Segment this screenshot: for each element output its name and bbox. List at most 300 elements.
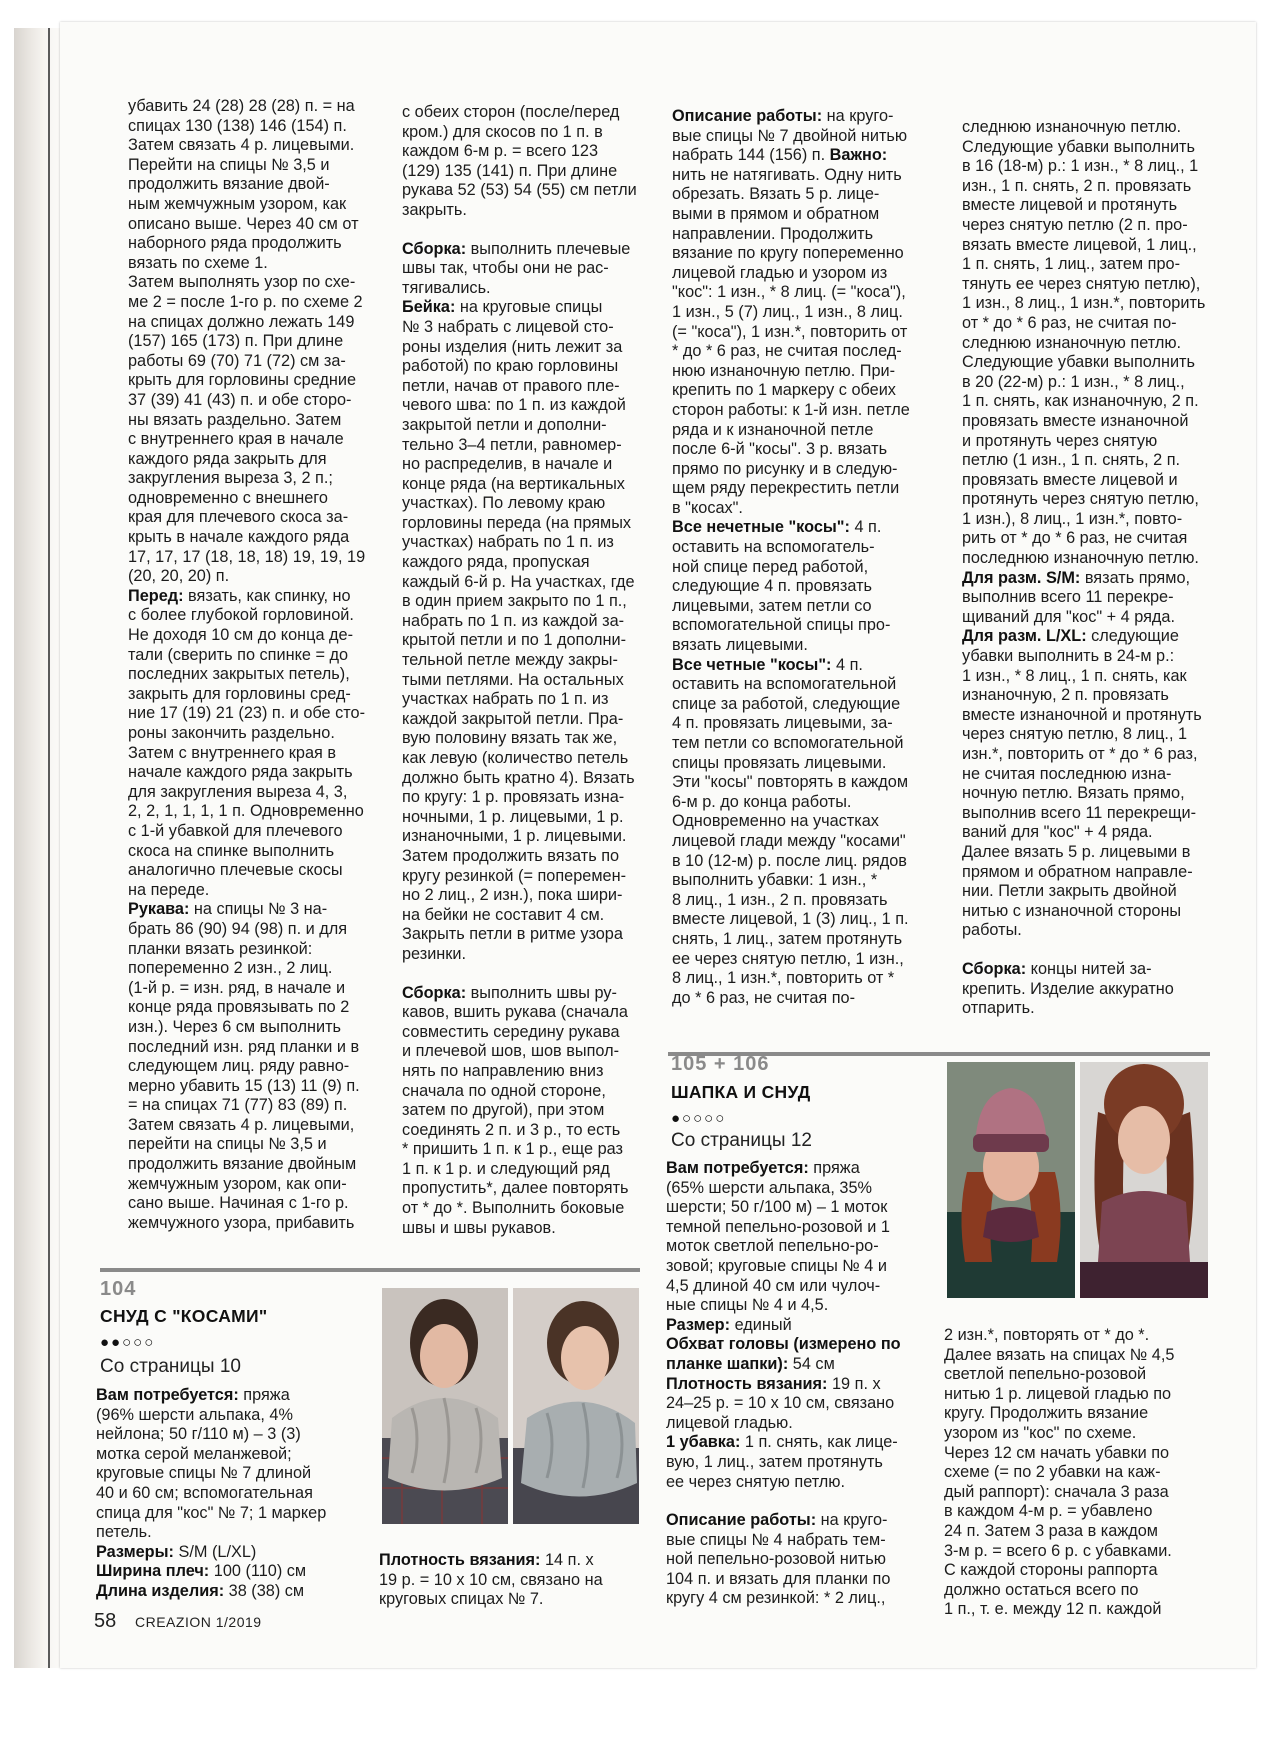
text-line [128, 861, 408, 881]
text-line [962, 647, 1237, 667]
text-line [962, 608, 1237, 628]
text-line [672, 538, 962, 558]
text-line [666, 1316, 926, 1336]
line-text: вязать, как спинку, но [183, 586, 351, 605]
line-text: (= "коса"), 1 изн.*, повторить от [672, 322, 908, 341]
text-line [402, 533, 672, 553]
text-line [672, 185, 962, 205]
text-line [672, 107, 962, 127]
magazine-issue-label: CREAZION 1/2019 [135, 1614, 262, 1630]
bold-label: Бейка: [402, 298, 456, 317]
text-column-2 [402, 103, 672, 1238]
line-text: Затем с внутреннего края в [128, 743, 337, 762]
text-line [666, 1394, 926, 1414]
text-line [672, 989, 962, 1009]
text-line [962, 392, 1237, 412]
line-text: с внутреннего края в начале [128, 430, 344, 449]
line-text: * до * 6 раз, не считая послед- [672, 342, 902, 361]
bold-label: Плотность вязания: [379, 1551, 541, 1569]
line-text: ночными, 1 р. лицевыми, 1 р. [402, 807, 624, 826]
section-105-source-page: Со страницы 12 [671, 1130, 812, 1151]
line-text: * пришить 1 п. к 1 р., еще раз [402, 1140, 623, 1159]
text-line [962, 765, 1237, 785]
line-text: Затем продолжить вязать по [402, 846, 620, 865]
line-text: совместить середину рукава [402, 1022, 620, 1041]
text-line [962, 686, 1237, 706]
line-text: ваний для "кос" + 4 ряда. [962, 823, 1153, 842]
line-text: в 10 (12-м) р. после лиц. рядов [672, 851, 907, 870]
line-text: участках) набрать по 1 п. из [402, 533, 614, 552]
section-104-title: СНУД С "КОСАМИ" [100, 1306, 268, 1326]
line-text: жемчужного узора, прибавить [128, 1213, 355, 1232]
text-line [128, 508, 408, 528]
line-text: Затем выполнять узор по схе- [128, 273, 356, 292]
line-text: крыть для горловины средние [128, 371, 357, 390]
line-text: каждой закрытой петли. Пра- [402, 709, 624, 728]
text-line [672, 930, 962, 950]
text-line [666, 1433, 926, 1453]
text-line [962, 863, 1237, 883]
text-line [402, 494, 672, 514]
line-text: Перейти на спицы № 3,5 и [128, 155, 330, 174]
line-text: № 3 набрать с лицевой сто- [402, 317, 614, 336]
text-line [672, 871, 962, 891]
line-text: планки вязать резинкой: [128, 939, 313, 958]
line-text: для закругления выреза 4, 3, [128, 782, 348, 801]
line-text: вязать лицевыми. [672, 636, 808, 655]
text-line [128, 1135, 408, 1155]
line-text: жемчужным узором, как опи- [128, 1174, 347, 1193]
text-line [128, 685, 408, 705]
line-text: закругления выреза 3, 2 п.; [128, 469, 333, 488]
line-text: вую, 1 лиц., затем протянуть [666, 1452, 883, 1471]
text-line [666, 1531, 926, 1551]
text-line [128, 175, 408, 195]
line-text: перейти на спицы № 3,5 и [128, 1135, 327, 1154]
line-text: схеме (= по 2 убавки на каж- [944, 1463, 1161, 1482]
text-line [402, 436, 672, 456]
text-line [128, 430, 408, 450]
text-line [672, 244, 962, 264]
text-line [962, 294, 1237, 314]
line-text: мерно убавить 15 (13) 11 (9) п. [128, 1076, 360, 1095]
text-line [402, 671, 672, 691]
text-line [128, 783, 408, 803]
line-text: кавов, вшить рукава (сначала [402, 1003, 628, 1022]
text-line [128, 665, 408, 685]
bold-label: Размеры: [96, 1542, 174, 1561]
text-line [96, 1386, 376, 1406]
line-text: 4 п. [831, 655, 863, 674]
text-line [672, 146, 962, 166]
text-line [666, 1414, 926, 1434]
line-text: работы. [962, 921, 1022, 940]
line-text: (96% шерсти альпака, 4% [96, 1405, 293, 1424]
line-text: тельной петле между закры- [402, 651, 618, 670]
text-line [128, 959, 408, 979]
text-line [944, 1365, 1214, 1385]
paragraph-gap [402, 221, 672, 240]
text-line [402, 1101, 672, 1121]
line-text: вую половину вязать так же, [402, 729, 618, 748]
text-line [128, 313, 408, 333]
line-text: Одновременно на участках [672, 812, 879, 831]
text-line [128, 920, 408, 940]
text-line [962, 804, 1237, 824]
line-text: нюю изнаночную петлю. При- [672, 361, 896, 380]
line-text: 1 изн., 5 (7) лиц., 1 изн., 8 лиц. [672, 302, 903, 321]
text-line [962, 745, 1237, 765]
text-line [962, 451, 1237, 471]
text-line [128, 136, 408, 156]
line-text: в 20 (22-м) р.: 1 изн., * 8 лиц., [962, 372, 1185, 391]
line-text: 4 п. провязать лицевыми, за- [672, 714, 893, 733]
bold-label: Все четные "косы": [672, 655, 832, 674]
line-text: лицевой глади между "косами" [672, 831, 906, 850]
text-line [128, 979, 408, 999]
line-text: кругу. Продолжить вязание [944, 1404, 1149, 1423]
section-105-number: 105 + 106 [671, 1053, 770, 1075]
text-line [944, 1561, 1214, 1581]
line-text: спицы провязать лицевыми. [672, 753, 887, 772]
line-text: 1 п. снять, 1 лиц., затем про- [962, 255, 1180, 274]
text-line [128, 548, 408, 568]
text-line [672, 714, 962, 734]
text-line [402, 162, 672, 182]
text-line [402, 631, 672, 651]
line-text: 24–25 р. = 10 х 10 см, связано [666, 1394, 895, 1413]
line-text: С каждой стороны раппорта [944, 1561, 1158, 1580]
line-text: 4 п. [849, 518, 882, 537]
bold-label: Размер: [666, 1315, 731, 1334]
text-line [402, 475, 672, 495]
text-line [666, 1355, 926, 1375]
text-line [402, 259, 672, 279]
text-line [128, 1194, 408, 1214]
line-text: тыми петлями. На остальных [402, 670, 624, 689]
line-text: 6-м р. до конца работы. [672, 792, 852, 811]
text-line [672, 910, 962, 930]
line-text: петли, начав от правого пле- [402, 376, 620, 395]
line-text: кругу резинкой (= поперемен- [402, 866, 626, 885]
bold-label: планке шапки): [666, 1354, 789, 1373]
text-line [672, 323, 962, 343]
line-text: закрыть. [402, 200, 467, 219]
line-text: рукава 52 (53) 54 (55) см петли [402, 181, 637, 200]
line-text: оставить на вспомогатель- [672, 538, 875, 557]
text-line [944, 1600, 1214, 1620]
line-text: Следующие убавки выполнить [962, 353, 1195, 372]
line-text: на круговые спицы [455, 298, 603, 317]
line-text: 1 изн., * 8 лиц., 1 п. снять, как [962, 666, 1187, 685]
text-line [128, 117, 408, 137]
line-text: вспомогательной спицы про- [672, 616, 891, 635]
line-text: 3-м р. = всего 6 р. с убавками. [944, 1541, 1172, 1560]
line-text: с 1-й убавкой для плечевого [128, 821, 343, 840]
text-line [962, 667, 1237, 687]
text-line [402, 1042, 672, 1062]
line-text: выполнить плечевые [466, 239, 631, 258]
text-line [402, 925, 672, 945]
text-line [962, 118, 1237, 138]
text-line [96, 1582, 376, 1602]
line-text: скоса на спинке выполнить [128, 841, 335, 860]
text-line [128, 1018, 408, 1038]
text-line [672, 460, 962, 480]
line-text: после 6-й "косы". 3 р. вязать [672, 440, 888, 459]
text-line [962, 510, 1237, 530]
text-line [402, 847, 672, 867]
line-text: круговых спицах № 7. [379, 1590, 544, 1609]
text-line [379, 1571, 649, 1591]
line-text: лицевой гладью. [666, 1413, 793, 1432]
line-text: тягивались. [402, 278, 491, 297]
text-line [962, 255, 1237, 275]
section-105-materials [666, 1159, 926, 1609]
line-text: описано выше. Через 40 см от [128, 214, 359, 233]
text-line [962, 529, 1237, 549]
line-text: петлю (1 изн., 1 п. снять, 2 п. [962, 451, 1181, 470]
text-line [128, 822, 408, 842]
text-line [402, 906, 672, 926]
text-line [128, 940, 408, 960]
text-line [944, 1385, 1214, 1405]
text-line [962, 196, 1237, 216]
text-line [962, 138, 1237, 158]
text-line [962, 588, 1237, 608]
text-line [402, 788, 672, 808]
line-text: каждого ряда закрыть для [128, 449, 327, 468]
text-line [128, 744, 408, 764]
text-line [672, 127, 962, 147]
line-text: следующем лиц. ряду равно- [128, 1057, 350, 1076]
text-line [672, 636, 962, 656]
line-text: каждого ряда, пропуская [402, 553, 590, 572]
text-line [962, 334, 1237, 354]
text-line [128, 763, 408, 783]
line-text: ны вязать раздельно. Затем [128, 410, 342, 429]
line-text: 14 п. х [540, 1551, 594, 1569]
line-text: изн., 1 п. снять, 2 п. провязать [962, 176, 1192, 195]
line-text: крепить по 1 маркеру с обеих [672, 381, 896, 400]
text-line [128, 842, 408, 862]
text-line [666, 1511, 926, 1531]
line-text: крепить. Изделие аккуратно [962, 979, 1174, 998]
line-text: закрыть для горловины сред- [128, 684, 351, 703]
text-line [96, 1445, 376, 1465]
text-line [96, 1406, 376, 1426]
text-line [128, 371, 408, 391]
text-line [402, 123, 672, 143]
bold-label: Для разм. L/XL: [962, 627, 1087, 646]
paragraph-gap [962, 941, 1237, 960]
text-line [672, 656, 962, 676]
text-line [402, 1160, 672, 1180]
line-text: чевого шва: по 1 п. из каждой [402, 396, 626, 415]
text-line [672, 166, 962, 186]
text-line [962, 784, 1237, 804]
text-line [672, 852, 962, 872]
text-line [962, 490, 1237, 510]
line-text: 2 изн.*, повторять от * до *. [944, 1326, 1150, 1344]
text-line [128, 332, 408, 352]
line-text: зовой; круговые спицы № 4 и [666, 1256, 887, 1275]
text-line [402, 690, 672, 710]
line-text: 4,5 длиной 40 см или чулоч- [666, 1276, 881, 1295]
text-line [128, 450, 408, 470]
line-text: 8 лиц., 1 изн., 2 п. провязать [672, 890, 888, 909]
line-text: выполнив всего 11 перекре- [962, 588, 1174, 607]
line-text: не считая последнюю изна- [962, 764, 1172, 783]
text-line [402, 769, 672, 789]
text-line [402, 1179, 672, 1199]
text-line [402, 1121, 672, 1141]
text-line [128, 352, 408, 372]
line-text: в 16 (18-м) р.: 1 изн., * 8 лиц., 1 [962, 157, 1199, 176]
line-text: нить не натягивать. Одну нить [672, 165, 902, 184]
line-text: 37 (39) 41 (43) п. и обе сторо- [128, 390, 352, 409]
difficulty-rating-105: ●○○○○ [671, 1110, 727, 1127]
line-text: прямо по рисунку и в следую- [672, 459, 898, 478]
text-line [672, 362, 962, 382]
line-text: каждом 6-м р. = всего 123 [402, 142, 599, 161]
text-line [402, 298, 672, 318]
text-line [402, 1023, 672, 1043]
text-line [962, 902, 1237, 922]
text-line [128, 998, 408, 1018]
line-text: темной пепельно-розовой и 1 [666, 1217, 890, 1236]
line-text: на спицах должно лежать 149 [128, 312, 355, 331]
text-line [672, 891, 962, 911]
text-line [962, 314, 1237, 334]
line-text: до * 6 раз, не считая по- [672, 988, 856, 1007]
line-text: 104 п. и вязать для планки по [666, 1569, 891, 1588]
text-line [672, 264, 962, 284]
text-line [402, 808, 672, 828]
line-text: единый [730, 1315, 792, 1334]
line-text: протянуть через снятую петлю, [962, 490, 1199, 509]
line-text: Далее вязать 5 р. лицевыми в [962, 842, 1191, 861]
text-line [128, 234, 408, 254]
text-line [672, 283, 962, 303]
text-line [128, 215, 408, 235]
line-text: на спицы № 3 на- [189, 900, 328, 919]
text-line [672, 205, 962, 225]
text-line [672, 616, 962, 636]
text-line [672, 950, 962, 970]
text-line [128, 1214, 408, 1234]
line-text: следнюю изнаночную петлю. [962, 333, 1182, 352]
line-text: выполнить швы ру- [466, 983, 617, 1002]
section-104-source-page: Со страницы 10 [100, 1356, 241, 1377]
line-text: участках). По левому краю [402, 494, 606, 513]
line-text: по кругу: 1 р. провязать изна- [402, 788, 625, 807]
line-text: от * до * 6 раз, не считая по- [962, 313, 1177, 332]
text-line [128, 900, 408, 920]
line-text: тельно 3–4 петли, равномер- [402, 435, 622, 454]
line-text: наборного ряда продолжить [128, 234, 342, 253]
text-line [402, 357, 672, 377]
text-line [962, 980, 1237, 1000]
text-line [379, 1590, 649, 1610]
line-text: должно остаться всего по [944, 1580, 1139, 1599]
line-text: 100 (110) см [209, 1562, 307, 1581]
text-line [96, 1464, 376, 1484]
line-text: 1 изн.), 8 лиц., 1 изн.*, повто- [962, 509, 1183, 528]
text-line [402, 729, 672, 749]
text-line [402, 592, 672, 612]
text-line [128, 802, 408, 822]
line-text: горловины переда (на прямых [402, 513, 632, 532]
page-number: 58 [94, 1610, 117, 1632]
text-line [402, 749, 672, 769]
line-text: тянуть ее через снятую петлю), [962, 274, 1201, 293]
line-text: аналогично плечевые скосы [128, 861, 343, 880]
line-text: отпарить. [962, 999, 1035, 1018]
text-line [672, 381, 962, 401]
text-line [962, 353, 1237, 373]
line-text: следующие 4 п. провязать [672, 577, 873, 596]
line-text: концы нитей за- [1026, 959, 1152, 978]
bold-label: 1 убавка: [666, 1433, 741, 1452]
bold-label: Описание работы: [672, 107, 823, 125]
text-line [672, 577, 962, 597]
line-text: следующие [1086, 627, 1179, 646]
text-line [672, 401, 962, 421]
text-line [962, 177, 1237, 197]
bold-label: Сборка: [402, 983, 467, 1002]
line-text: лицевыми, затем петли со [672, 596, 872, 615]
line-text: 1 п. снять, как изнаночную, 2 п. [962, 392, 1199, 411]
line-text: вместе изнаночной и протянуть [962, 705, 1202, 724]
text-line [402, 886, 672, 906]
line-text: 19 р. = 10 х 10 см, связано на [379, 1570, 603, 1589]
text-line [962, 999, 1237, 1019]
text-line [128, 273, 408, 293]
text-line [962, 216, 1237, 236]
text-line [402, 1062, 672, 1082]
text-line [666, 1179, 926, 1199]
text-line [944, 1326, 1214, 1346]
text-line [128, 626, 408, 646]
text-line [402, 103, 672, 123]
text-line [128, 646, 408, 666]
text-line [666, 1550, 926, 1570]
text-line [402, 867, 672, 887]
text-line [402, 1082, 672, 1102]
text-line [402, 1140, 672, 1160]
line-text: Следующие убавки выполнить [962, 137, 1195, 156]
text-line [128, 156, 408, 176]
line-text: убавить 24 (28) 28 (28) п. = на [128, 97, 355, 115]
line-text: крытой петли и по 1 дополни- [402, 631, 627, 650]
text-line [944, 1463, 1214, 1483]
text-line [128, 567, 408, 587]
line-text: швы так, чтобы они не рас- [402, 259, 609, 278]
text-line [128, 254, 408, 274]
line-text: мотка серой меланжевой; [96, 1444, 292, 1463]
line-text: направлении. Продолжить [672, 224, 874, 243]
line-text: изн.*, повторить от * до * 6 раз, [962, 745, 1198, 763]
text-line [96, 1504, 376, 1524]
line-text: края для плечевого скоса за- [128, 508, 349, 527]
line-text: брать 86 (90) 94 (98) п. и для [128, 919, 348, 938]
text-line [402, 984, 672, 1004]
text-line [128, 881, 408, 901]
line-text: 19 п. х [827, 1374, 881, 1393]
line-text: пряжа [238, 1386, 290, 1404]
line-text: Затем связать 4 р. лицевыми, [128, 1115, 355, 1134]
